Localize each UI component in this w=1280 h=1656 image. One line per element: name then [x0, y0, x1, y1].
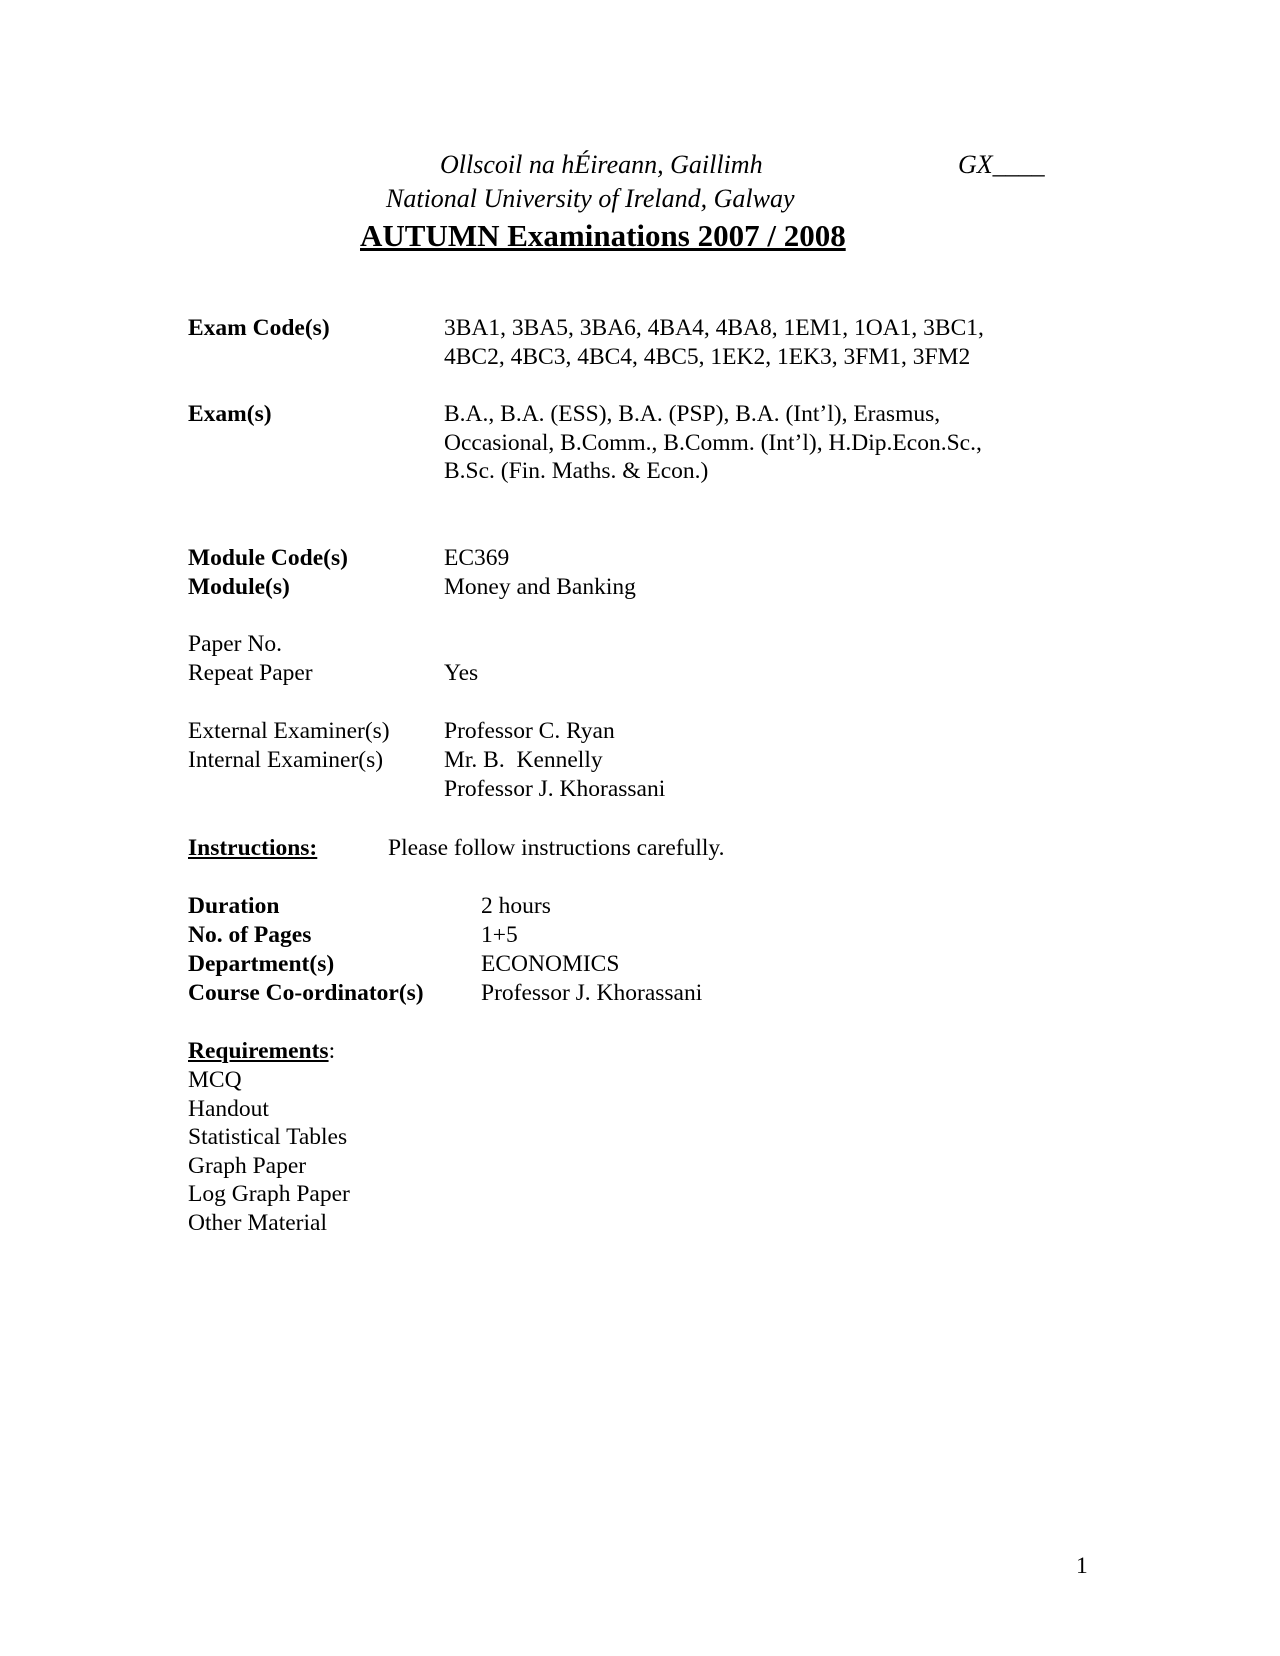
coordinator-label: Course Co-ordinator(s)	[188, 980, 424, 1006]
requirement-item: Handout	[188, 1095, 269, 1122]
exam-codes-line: 4BC2, 4BC3, 4BC4, 4BC5, 1EK2, 1EK3, 3FM1, 3FM2	[444, 343, 971, 370]
department-label: Department(s)	[188, 951, 335, 977]
module-code-value: EC369	[444, 545, 510, 571]
duration-label: Duration	[188, 893, 280, 919]
internal-examiner-name: Professor J. Khorassani	[444, 775, 666, 802]
english-university-name: National University of Ireland, Galway	[386, 184, 795, 213]
exam-codes-value	[444, 314, 984, 371]
gx-code: GX____	[958, 150, 1045, 179]
exam-codes-line: 3BA1, 3BA5, 3BA6, 4BA4, 4BA8, 1EM1, 1OA1, 3BC1,	[444, 315, 984, 341]
exams-line: B.Sc. (Fin. Maths. & Econ.)	[444, 458, 709, 484]
pages-label: No. of Pages	[188, 922, 312, 948]
module-name-value: Money and Banking	[444, 574, 636, 600]
internal-examiner-name: Mr. B. Kennelly	[444, 747, 603, 773]
irish-university-name: Ollscoil na hÉireann, Gaillimh	[440, 150, 763, 179]
requirement-item: MCQ	[188, 1067, 242, 1093]
requirement-item: Log Graph Paper	[188, 1181, 350, 1207]
exam-title: AUTUMN Examinations 2007 / 2008	[360, 218, 846, 253]
repeat-paper-label: Repeat Paper	[188, 660, 313, 686]
internal-examiner-label: Internal Examiner(s)	[188, 747, 384, 773]
exams-line: B.A., B.A. (ESS), B.A. (PSP), B.A. (Int’l), Erasmus,	[444, 401, 941, 427]
page-number: 1	[1076, 1553, 1088, 1579]
duration-value: 2 hours	[481, 893, 551, 919]
requirement-item: Statistical Tables	[188, 1124, 348, 1150]
requirements-label: Requirements	[188, 1038, 329, 1064]
requirements-heading	[188, 1037, 335, 1066]
external-examiner-value: Professor C. Ryan	[444, 718, 615, 744]
module-code-label: Module Code(s)	[188, 545, 348, 571]
repeat-paper-value: Yes	[444, 660, 479, 686]
instructions-label: Instructions:	[188, 835, 318, 861]
module-name-label: Module(s)	[188, 574, 290, 600]
requirements-colon: :	[328, 1038, 336, 1064]
requirement-item: Other Material	[188, 1209, 327, 1236]
coordinator-value: Professor J. Khorassani	[481, 980, 703, 1006]
exams-value	[444, 400, 982, 486]
requirement-item: Graph Paper	[188, 1152, 307, 1179]
external-examiner-label: External Examiner(s)	[188, 718, 390, 744]
internal-examiner-values	[444, 746, 665, 803]
exams-label: Exam(s)	[188, 401, 272, 427]
paper-no-label: Paper No.	[188, 631, 282, 657]
requirements-list	[188, 1066, 350, 1237]
instructions-text: Please follow instructions carefully.	[388, 835, 725, 861]
exams-line: Occasional, B.Comm., B.Comm. (Int’l), H.Dip.Econ.Sc.,	[444, 429, 982, 456]
pages-value: 1+5	[481, 922, 518, 948]
department-value: ECONOMICS	[481, 951, 620, 977]
exam-codes-label: Exam Code(s)	[188, 315, 330, 341]
